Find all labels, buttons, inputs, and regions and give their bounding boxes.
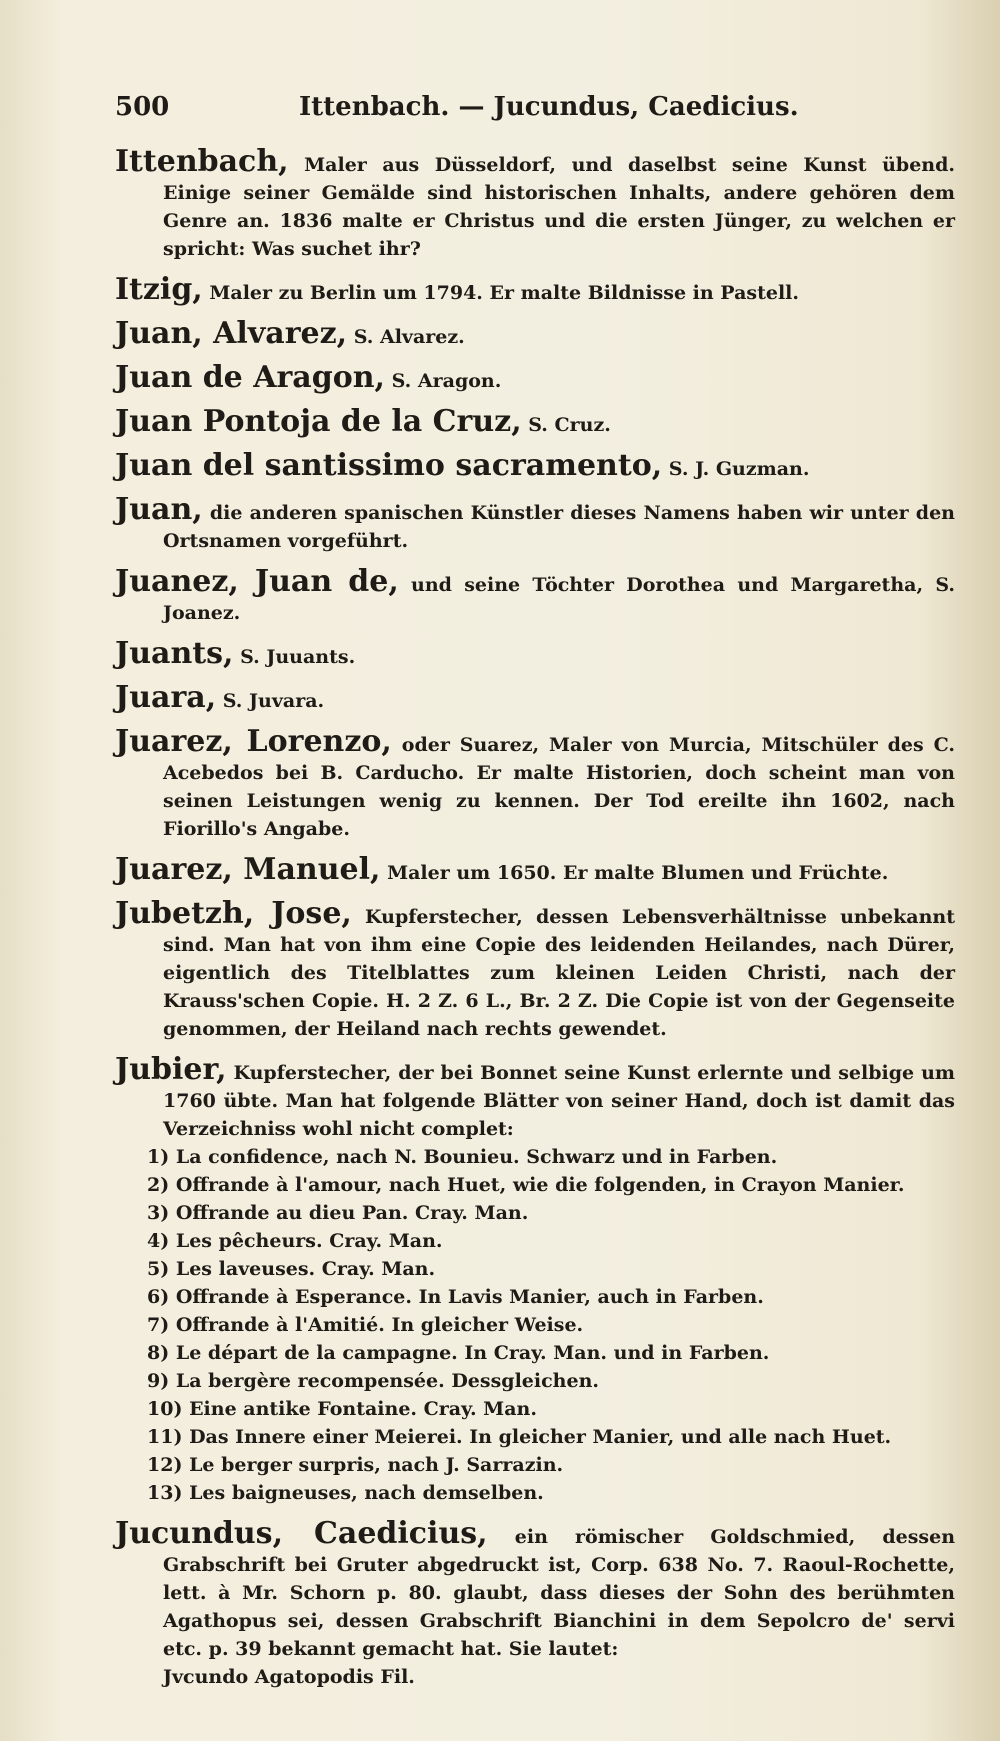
list-item — [115, 1199, 955, 1227]
list-item-number: 13) — [147, 1482, 183, 1504]
entry-juarez-lorenzo — [115, 724, 955, 843]
entry-text: S. Cruz. — [528, 414, 611, 436]
entry-headword: Juarez, Lorenzo, — [115, 724, 392, 759]
entry-text: S. J. Guzman. — [668, 458, 810, 480]
list-item-text: Le départ de la campagne. In Cray. Man. und in Farben. — [175, 1342, 770, 1364]
list-item — [115, 1143, 955, 1171]
entry-headword: Juan Pontoja de la Cruz, — [115, 404, 522, 439]
list-item — [115, 1451, 955, 1479]
list-item-number: 2) — [147, 1174, 170, 1196]
entry-ittenbach — [115, 144, 955, 263]
entry-headword: Juan, Alvarez, — [115, 316, 348, 351]
entry-headword: Itzig, — [115, 272, 203, 307]
list-item — [115, 1479, 955, 1507]
list-item — [115, 1227, 955, 1255]
entry-itzig — [115, 272, 955, 307]
entry-juan-de-aragon — [115, 360, 955, 395]
entry-headword: Juan, — [115, 492, 203, 527]
list-item-number: 11) — [147, 1426, 183, 1448]
list-item-text: Offrande à l'Amitié. In gleicher Weise. — [175, 1314, 584, 1336]
list-item-number: 9) — [147, 1370, 170, 1392]
jubier-works-list — [115, 1143, 955, 1507]
entry-jubier — [115, 1052, 955, 1143]
list-item-number: 4) — [147, 1230, 170, 1252]
entry-text: ein römischer Goldschmied, dessen Grabschrift bei Gruter abgedruckt ist, Corp. 638 No. 7. Raoul-Rochette, lett. à Mr. Schorn p. 80. glaubt, dass dieses der Sohn des berühmten Agathopus sei, dessen Grabschrift Bianchini in dem Sepolcro de' servi etc. p. 39 bekannt gemacht hat. Sie lautet: — [163, 1526, 956, 1660]
entry-headword: Jubetzh, Jose, — [115, 896, 352, 931]
dictionary-column — [115, 144, 956, 1691]
list-item-number: 1) — [147, 1146, 170, 1168]
entry-text: oder Suarez, Maler von Murcia, Mitschüler des C. Acebedos bei B. Carducho. Er malte Historien, doch scheint man von seinen Leistungen wenig zu kennen. Der Tod ereilte ihn 1602, nach Fiorillo's Angabe. — [163, 734, 955, 840]
list-item-text: Les laveuses. Cray. Man. — [175, 1258, 436, 1280]
entry-headword: Jubier, — [115, 1052, 227, 1087]
list-item — [115, 1311, 955, 1339]
entry-headword: Juants, — [115, 636, 234, 671]
entry-headword: Juanez, Juan de, — [115, 564, 399, 599]
list-item-number: 10) — [147, 1398, 183, 1420]
entry-headword: Juara, — [115, 680, 217, 715]
entry-juara — [115, 680, 955, 715]
entry-headword: Jucundus, Caedicius, — [115, 1516, 488, 1551]
list-item-text: La bergère recompensée. Dessgleichen. — [175, 1370, 600, 1392]
entry-text: Maler um 1650. Er malte Blumen und Früchte. — [387, 862, 889, 884]
entry-text: S. Aragon. — [391, 370, 502, 392]
list-item-number: 3) — [147, 1202, 170, 1224]
list-item-number: 6) — [147, 1286, 170, 1308]
list-item-text: Les baigneuses, nach demselben. — [189, 1482, 544, 1504]
list-item — [115, 1255, 955, 1283]
entry-text: Kupferstecher, der bei Bonnet seine Kunst erlernte und selbige um 1760 übte. Man hat folgende Blätter von seiner Hand, doch ist damit das Verzeichniss wohl nicht complet: — [163, 1062, 955, 1140]
list-item — [115, 1423, 955, 1451]
list-item — [115, 1283, 955, 1311]
entry-text: S. Juvara. — [222, 690, 325, 712]
entry-text: Maler aus Düsseldorf, und daselbst seine Kunst übend. Einige seiner Gemälde sind historischen Inhalts, andere gehören dem Genre an. 1836 malte er Christus und die ersten Jünger, zu welchen er spricht: Was suchet ihr? — [163, 154, 955, 260]
entry-text: S. Juuants. — [240, 646, 356, 668]
list-item-number: 8) — [147, 1342, 170, 1364]
entry-juarez-manuel — [115, 852, 955, 887]
list-item-text: Das Innere einer Meierei. In gleicher Manier, und alle nach Huet. — [189, 1426, 892, 1448]
page-number: 500 — [115, 92, 170, 122]
list-item-text: Offrande à l'amour, nach Huet, wie die folgenden, in Crayon Manier. — [175, 1174, 905, 1196]
entry-headword: Juarez, Manuel, — [115, 852, 381, 887]
list-item-number: 12) — [147, 1454, 183, 1476]
list-item — [115, 1395, 955, 1423]
entry-juants — [115, 636, 955, 671]
list-item-text: Eine antike Fontaine. Cray. Man. — [189, 1398, 537, 1420]
list-item-text: Les pêcheurs. Cray. Man. — [175, 1230, 443, 1252]
list-item-text: Offrande à Esperance. In Lavis Manier, auch in Farben. — [175, 1286, 764, 1308]
list-item — [115, 1367, 955, 1395]
running-header — [115, 92, 799, 132]
entry-text: S. Alvarez. — [353, 326, 465, 348]
list-item — [115, 1171, 955, 1199]
entry-text: und seine Töchter Dorothea und Margaretha, S. Joanez. — [163, 574, 955, 624]
list-item-number: 5) — [147, 1258, 170, 1280]
entry-juanez — [115, 564, 955, 627]
entry-headword: Juan del santissimo sacramento, — [115, 448, 663, 483]
entry-juan-del-santissimo — [115, 448, 955, 483]
inscription-text: Jvcundo Agatopodis Fil. — [163, 1666, 415, 1688]
list-item — [115, 1339, 955, 1367]
entry-jubetzh — [115, 896, 955, 1043]
entry-juan — [115, 492, 955, 555]
list-item-number: 7) — [147, 1314, 170, 1336]
running-title: Ittenbach. — Jucundus, Caedicius. — [299, 92, 799, 122]
entry-juan-pontoja — [115, 404, 955, 439]
list-item-text: La confidence, nach N. Bounieu. Schwarz und in Farben. — [175, 1146, 778, 1168]
entry-text: Kupferstecher, dessen Lebensverhältnisse unbekannt sind. Man hat von ihm eine Copie des leidenden Heilandes, nach Dürer, eigentlich des Titelblattes zum kleinen Leiden Christi, nach der Krauss'schen Copie. H. 2 Z. 6 L., Br. 2 Z. Die Copie ist von der Gegenseite genommen, der Heiland nach rechts gewendet. — [163, 906, 955, 1040]
entry-jucundus — [115, 1516, 956, 1663]
list-item-text: Offrande au dieu Pan. Cray. Man. — [175, 1202, 529, 1224]
entry-headword: Juan de Aragon, — [115, 360, 385, 395]
entry-text: Maler zu Berlin um 1794. Er malte Bildnisse in Pastell. — [209, 282, 800, 304]
entry-text: die anderen spanischen Künstler dieses Namens haben wir unter den Ortsnamen vorgeführt. — [163, 502, 955, 552]
list-item-text: Le berger surpris, nach J. Sarrazin. — [189, 1454, 564, 1476]
entry-juan-alvarez — [115, 316, 955, 351]
entry-headword: Ittenbach, — [115, 144, 289, 179]
